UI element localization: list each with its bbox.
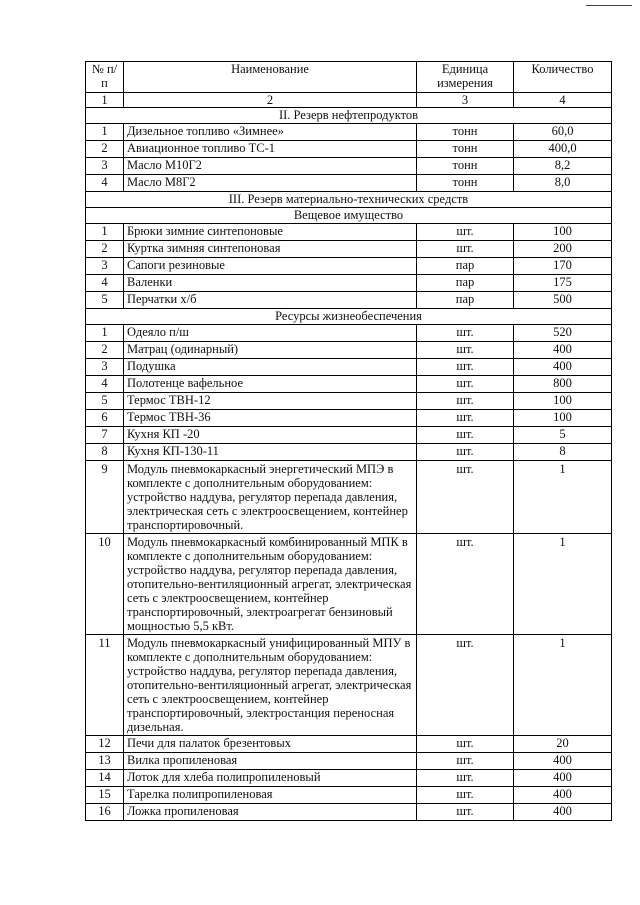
table-row: [86, 342, 612, 359]
item-unit: шт.: [417, 753, 514, 770]
table-row: [86, 427, 612, 444]
item-unit: тонн: [417, 158, 514, 175]
item-number: 11: [86, 635, 124, 736]
item-unit: тонн: [417, 141, 514, 158]
item-quantity: 20: [514, 736, 612, 753]
item-unit: шт.: [417, 410, 514, 427]
table-row: [86, 753, 612, 770]
item-name: Кухня КП -20: [124, 427, 417, 444]
table-row: [86, 258, 612, 275]
item-number: 1: [86, 124, 124, 141]
item-name: Термос ТВН-12: [124, 393, 417, 410]
table-row: [86, 444, 612, 461]
item-quantity: 1: [514, 635, 612, 736]
item-name: Брюки зимние синтепоновые: [124, 224, 417, 241]
petroleum-items: [86, 124, 612, 192]
item-number: 2: [86, 241, 124, 258]
item-unit: пар: [417, 292, 514, 309]
item-name: Печи для палаток брезентовых: [124, 736, 417, 753]
life-support-items: [86, 325, 612, 821]
item-name: Модуль пневмокаркасный комбинированный МПК в комплекте с дополнительным оборудованием: устройство наддува, регулятор перепада давления, отопительно-вентиляционный агрегат, электрическая сеть с электроосвещением, контейнер транспортировочный, электроагрегат бензиновый мощностью 5,5 кВт.: [124, 534, 417, 635]
item-quantity: 100: [514, 410, 612, 427]
item-quantity: 8,0: [514, 175, 612, 192]
item-name: Куртка зимняя синтепоновая: [124, 241, 417, 258]
item-number: 4: [86, 376, 124, 393]
table-row: [86, 410, 612, 427]
item-name: Подушка: [124, 359, 417, 376]
item-name: Вилка пропиленовая: [124, 753, 417, 770]
item-name: Полотенце вафельное: [124, 376, 417, 393]
item-quantity: 60,0: [514, 124, 612, 141]
item-unit: шт.: [417, 376, 514, 393]
item-quantity: 400: [514, 804, 612, 821]
item-quantity: 8,2: [514, 158, 612, 175]
item-number: 10: [86, 534, 124, 635]
table-row: [86, 124, 612, 141]
table-row: [86, 292, 612, 309]
item-name: Модуль пневмокаркасный энергетический МПЭ в комплекте с дополнительным оборудованием: устройство наддува, регулятор перепада давления, электрическая сеть с электроосвещением, контейнер транспортировочный.: [124, 461, 417, 534]
column-index: 3: [417, 93, 514, 108]
item-name: Матрац (одинарный): [124, 342, 417, 359]
table-row: [86, 141, 612, 158]
table-row: [86, 770, 612, 787]
section-heading-row: [86, 108, 612, 124]
item-name: Одеяло п/ш: [124, 325, 417, 342]
table-row: [86, 359, 612, 376]
table-row: [86, 736, 612, 753]
item-name: Дизельное топливо «Зимнее»: [124, 124, 417, 141]
item-name: Модуль пневмокаркасный унифицированный МПУ в комплекте с дополнительным оборудованием: устройство наддува, регулятор перепада давления, отопительно-вентиляционный агрегат, электрическая сеть с электроосвещением, контейнер транспортировочный, электростанция переносная дизельная.: [124, 635, 417, 736]
item-unit: тонн: [417, 124, 514, 141]
item-number: 9: [86, 461, 124, 534]
item-quantity: 400: [514, 787, 612, 804]
item-number: 2: [86, 141, 124, 158]
table-row: [86, 275, 612, 292]
table-row: [86, 241, 612, 258]
table-row: [86, 175, 612, 192]
item-number: 8: [86, 444, 124, 461]
item-quantity: 400: [514, 753, 612, 770]
item-unit: тонн: [417, 175, 514, 192]
item-number: 4: [86, 275, 124, 292]
table-row: [86, 325, 612, 342]
item-name: Ложка пропиленовая: [124, 804, 417, 821]
item-unit: шт.: [417, 770, 514, 787]
header-quantity: Количество: [514, 62, 612, 93]
column-index: 2: [124, 93, 417, 108]
item-number: 3: [86, 359, 124, 376]
item-number: 3: [86, 258, 124, 275]
item-unit: шт.: [417, 241, 514, 258]
item-name: Тарелка полипропиленовая: [124, 787, 417, 804]
item-unit: шт.: [417, 342, 514, 359]
item-unit: шт.: [417, 359, 514, 376]
item-number: 16: [86, 804, 124, 821]
section-title-petroleum: II. Резерв нефтепродуктов: [86, 108, 612, 124]
item-quantity: 400,0: [514, 141, 612, 158]
item-quantity: 8: [514, 444, 612, 461]
item-quantity: 400: [514, 770, 612, 787]
item-unit: шт.: [417, 804, 514, 821]
item-name: Масло М10Г2: [124, 158, 417, 175]
item-number: 3: [86, 158, 124, 175]
item-unit: шт.: [417, 444, 514, 461]
table-row: [86, 224, 612, 241]
item-number: 15: [86, 787, 124, 804]
column-index-row: [86, 93, 612, 108]
column-index: 4: [514, 93, 612, 108]
item-number: 12: [86, 736, 124, 753]
section-title-materials: III. Резерв материально-технических средств: [86, 192, 612, 208]
column-index: 1: [86, 93, 124, 108]
item-name: Сапоги резиновые: [124, 258, 417, 275]
item-quantity: 1: [514, 461, 612, 534]
item-quantity: 400: [514, 342, 612, 359]
item-unit: шт.: [417, 427, 514, 444]
table-row: [86, 804, 612, 821]
header-unit: Единица измерения: [417, 62, 514, 93]
item-unit: шт.: [417, 461, 514, 534]
clothing-items: [86, 224, 612, 309]
item-name: Термос ТВН-36: [124, 410, 417, 427]
item-quantity: 5: [514, 427, 612, 444]
item-number: 4: [86, 175, 124, 192]
item-quantity: 400: [514, 359, 612, 376]
item-quantity: 520: [514, 325, 612, 342]
top-rule: [586, 5, 632, 6]
section-heading-row: [86, 192, 612, 208]
item-unit: шт.: [417, 635, 514, 736]
item-number: 5: [86, 393, 124, 410]
reserve-table: [85, 61, 612, 821]
table-row: [86, 534, 612, 635]
item-unit: шт.: [417, 736, 514, 753]
item-quantity: 800: [514, 376, 612, 393]
item-quantity: 170: [514, 258, 612, 275]
item-number: 7: [86, 427, 124, 444]
item-number: 14: [86, 770, 124, 787]
header-number: № п/п: [86, 62, 124, 93]
item-number: 6: [86, 410, 124, 427]
item-unit: пар: [417, 258, 514, 275]
item-unit: шт.: [417, 224, 514, 241]
item-number: 1: [86, 224, 124, 241]
item-quantity: 175: [514, 275, 612, 292]
item-unit: шт.: [417, 325, 514, 342]
table-row: [86, 393, 612, 410]
item-name: Лоток для хлеба полипропиленовый: [124, 770, 417, 787]
item-quantity: 100: [514, 224, 612, 241]
item-name: Валенки: [124, 275, 417, 292]
item-number: 2: [86, 342, 124, 359]
subsection-heading-row: [86, 208, 612, 224]
table-header-row: [86, 62, 612, 93]
table-row: [86, 158, 612, 175]
item-unit: шт.: [417, 787, 514, 804]
subsection-title-life-support: Ресурсы жизнеобеспечения: [86, 309, 612, 325]
item-quantity: 1: [514, 534, 612, 635]
item-number: 1: [86, 325, 124, 342]
item-name: Авиационное топливо ТС-1: [124, 141, 417, 158]
item-unit: пар: [417, 275, 514, 292]
header-name: Наименование: [124, 62, 417, 93]
item-name: Перчатки х/б: [124, 292, 417, 309]
item-quantity: 200: [514, 241, 612, 258]
item-quantity: 500: [514, 292, 612, 309]
item-number: 5: [86, 292, 124, 309]
table-row: [86, 635, 612, 736]
item-number: 13: [86, 753, 124, 770]
item-name: Кухня КП-130-11: [124, 444, 417, 461]
item-name: Масло М8Г2: [124, 175, 417, 192]
subsection-title-clothing: Вещевое имущество: [86, 208, 612, 224]
item-unit: шт.: [417, 393, 514, 410]
item-quantity: 100: [514, 393, 612, 410]
table-row: [86, 461, 612, 534]
subsection-heading-row: [86, 309, 612, 325]
table-row: [86, 376, 612, 393]
table-row: [86, 787, 612, 804]
item-unit: шт.: [417, 534, 514, 635]
